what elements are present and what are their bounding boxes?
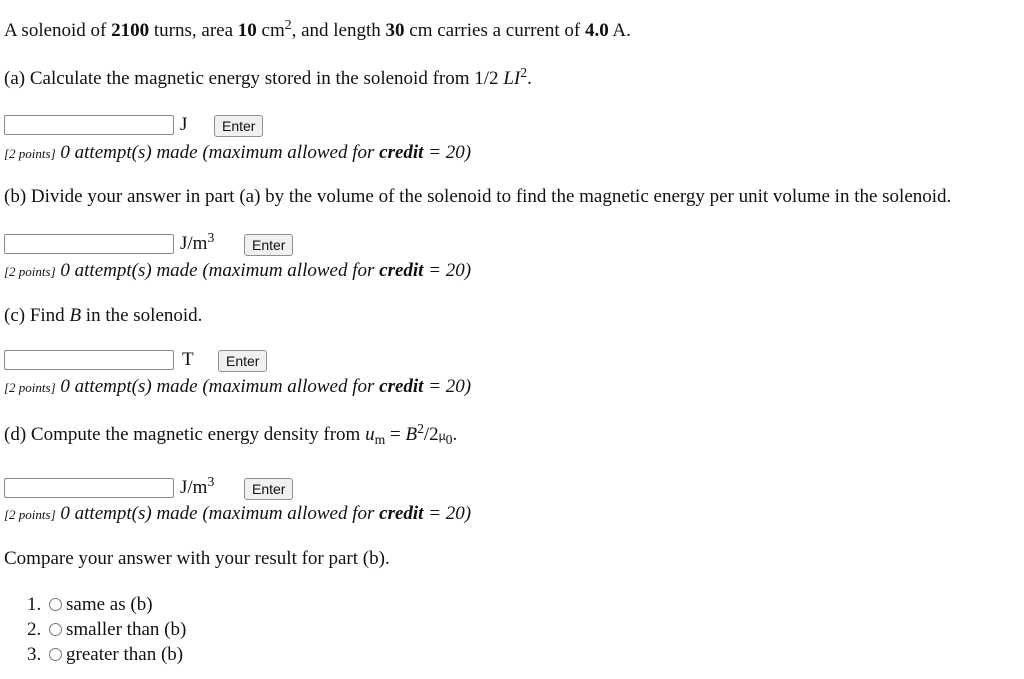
points-label: [2 points] [4, 380, 56, 395]
part-d-enter-button[interactable]: Enter [244, 478, 293, 500]
part-d-answer-row [4, 474, 324, 503]
part-c-answer-input[interactable] [4, 350, 174, 370]
part-a-prompt: (a) Calculate the magnetic energy stored in the solenoid from 1/2 $LI^2$. [4, 65, 532, 89]
part-c-enter-button[interactable]: Enter [218, 350, 267, 372]
current-value: 4.0 [584, 20, 609, 41]
points-label: [2 points] [4, 264, 56, 279]
radio-button-greater[interactable] [49, 648, 62, 661]
part-a-answer-input[interactable] [4, 115, 174, 135]
part-d-prompt: (d) Compute the magnetic energy density from $u_m = B^2/2\mu_0$. [4, 421, 458, 448]
part-b-answer-input[interactable] [4, 234, 174, 254]
part-a-attempts: [2 points] 0 attempt(s) made (maximum allowed for credit = 20) [4, 142, 472, 163]
length-value: 30 [385, 20, 405, 41]
part-b-unit: $J/m^3$ [180, 230, 215, 254]
part-b-answer-row [4, 230, 324, 259]
turns-value: 2100 [111, 20, 150, 41]
part-d-answer-input[interactable] [4, 478, 174, 498]
points-label: [2 points] [4, 507, 56, 522]
compare-option-greater[interactable]: 3. greater than (b) [27, 644, 184, 665]
part-d-attempts: [2 points] 0 attempt(s) made (maximum allowed for credit = 20) [4, 503, 472, 524]
part-a-enter-button[interactable]: Enter [214, 115, 263, 137]
part-a-answer-row [4, 114, 304, 140]
points-label: [2 points] [4, 146, 56, 161]
compare-options-list [27, 592, 186, 667]
radio-button-smaller[interactable] [49, 623, 62, 636]
part-a-unit: J [180, 114, 188, 135]
part-c-prompt: (c) Find B in the solenoid. [4, 305, 203, 326]
problem-intro: A solenoid of 2100 turns, area 10 $cm^2$, and length 30 cm carries a current of 4.0 A. [4, 17, 631, 41]
radio-button-same[interactable] [49, 598, 62, 611]
part-b-attempts: [2 points] 0 attempt(s) made (maximum allowed for credit = 20) [4, 260, 472, 281]
part-c-attempts: [2 points] 0 attempt(s) made (maximum allowed for credit = 20) [4, 376, 472, 397]
part-c-answer-row [4, 349, 324, 375]
compare-option-smaller[interactable]: 2. smaller than (b) [27, 619, 187, 640]
area-value: 10 [237, 20, 257, 41]
compare-option-same[interactable]: 1. same as (b) [27, 594, 153, 615]
part-b-enter-button[interactable]: Enter [244, 234, 293, 256]
part-b-prompt: (b) Divide your answer in part (a) by the volume of the solenoid to find the magnetic energy per unit volume in the solenoid. [4, 186, 952, 207]
part-c-unit: T [182, 349, 194, 370]
compare-prompt: Compare your answer with your result for part (b). [4, 548, 390, 569]
part-d-unit: $J/m^3$ [180, 474, 215, 498]
